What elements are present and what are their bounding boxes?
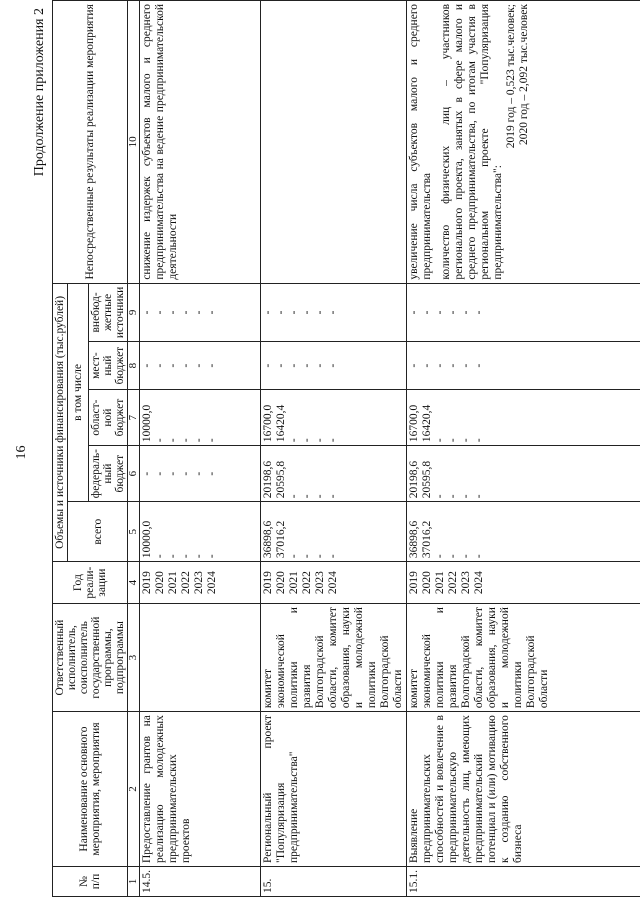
header-extrabudget: внебюд-жетные источники [89,283,128,341]
col-number: 2 [128,712,140,867]
header-total: всего [68,502,128,562]
col-number: 5 [128,502,140,562]
header-executor: Ответственный исполнитель, соисполнитель государственной программы, подпрограммы [53,604,128,712]
row-extrabudget: - - - - - - [140,283,261,341]
row-regional: 10000,0 - - - - - [140,390,261,446]
row-executor: комитет экономической политики и развития Волгоградской области, комитет образования, науки и молодежной политики Волгоградской области [407,604,640,712]
table-row [140,1,261,897]
table-row [407,1,640,897]
row-federal: - - - - - - [140,446,261,502]
row-total: 36898,6 37016,2 - - - - [407,502,640,562]
row-federal: 20198,6 20595,8 - - - - [261,446,407,502]
col-number: 10 [128,1,140,284]
col-number: 4 [128,562,140,604]
row-regional: 16700,0 16420,4 - - - - [407,390,640,446]
header-local: мест-ный бюджет [89,342,128,390]
row-extrabudget: - - - - - - [407,283,640,341]
header-name: Наименование основного мероприятия, мероприятия [53,712,128,867]
header-including: в том числе [68,283,89,502]
row-number: 15.1. [407,867,640,897]
row-name: Выявление предпринимательских способностей и вовлечение в предпринимательскую деятельность лиц, имеющих предпринимательский потенциал и (или) мотивацию к созданию собственного бизнеса [407,712,640,867]
row-years: 2019 2020 2021 2022 2023 2024 [407,562,640,604]
col-number: 9 [128,283,140,341]
header-year: Год реали-зации [53,562,128,604]
row-federal: 20198,6 20595,8 - - - - [407,446,640,502]
continuation-label: Продолжение приложения 2 [32,8,47,177]
row-name: Предоставление грантов на реализацию молодежных предпринимательских проектов [140,712,261,867]
header-federal: федераль-ный бюджет [89,446,128,502]
row-name: Региональный проект "Популяризация предпринимательства" [261,712,407,867]
row-result: снижение издержек субъектов малого и среднего предпринимательства на ведение предпринимательской деятельности [140,1,261,284]
col-number: 3 [128,604,140,712]
col-number: 1 [128,867,140,897]
row-total: 10000,0 - - - - - [140,502,261,562]
col-number: 6 [128,446,140,502]
row-regional: 16700,0 16420,4 - - - - [261,390,407,446]
row-years: 2019 2020 2021 2022 2023 2024 [140,562,261,604]
program-table [52,0,640,897]
row-local: - - - - - - [407,342,640,390]
header-num: № п/п [53,867,128,897]
col-number: 7 [128,390,140,446]
header-financing: Объемы и источники финансирования (тыс.рублей) [53,283,68,561]
page-number: 16 [14,445,29,460]
row-local: - - - - - - [140,342,261,390]
row-result [261,1,407,284]
header-results: Непосредственные результаты реализации мероприятия [53,1,128,284]
row-local: - - - - - - [261,342,407,390]
header-regional: област-ной бюджет [89,390,128,446]
row-total: 36898,6 37016,2 - - - - [261,502,407,562]
col-number: 8 [128,342,140,390]
row-extrabudget: - - - - - - [261,283,407,341]
row-executor [140,604,261,712]
row-executor: комитет экономической политики и развития Волгоградской области, комитет образования, науки и молодежной политики Волгоградской области [261,604,407,712]
row-years: 2019 2020 2021 2022 2023 2024 [261,562,407,604]
table-row [261,1,407,897]
row-number: 14.5. [140,867,261,897]
row-result: увеличение числа субъектов малого и среднего предпринимательства количество физических лиц – участников регионального проекта, занятых в сфере малого и среднего предпринимательства, по итогам участия в региональном проекте "Популяризация предпринимательства": 2019 год – 0,523 тыс.человек; 2020 год – 2,092 тыс.человек [407,1,640,284]
row-number: 15. [261,867,407,897]
